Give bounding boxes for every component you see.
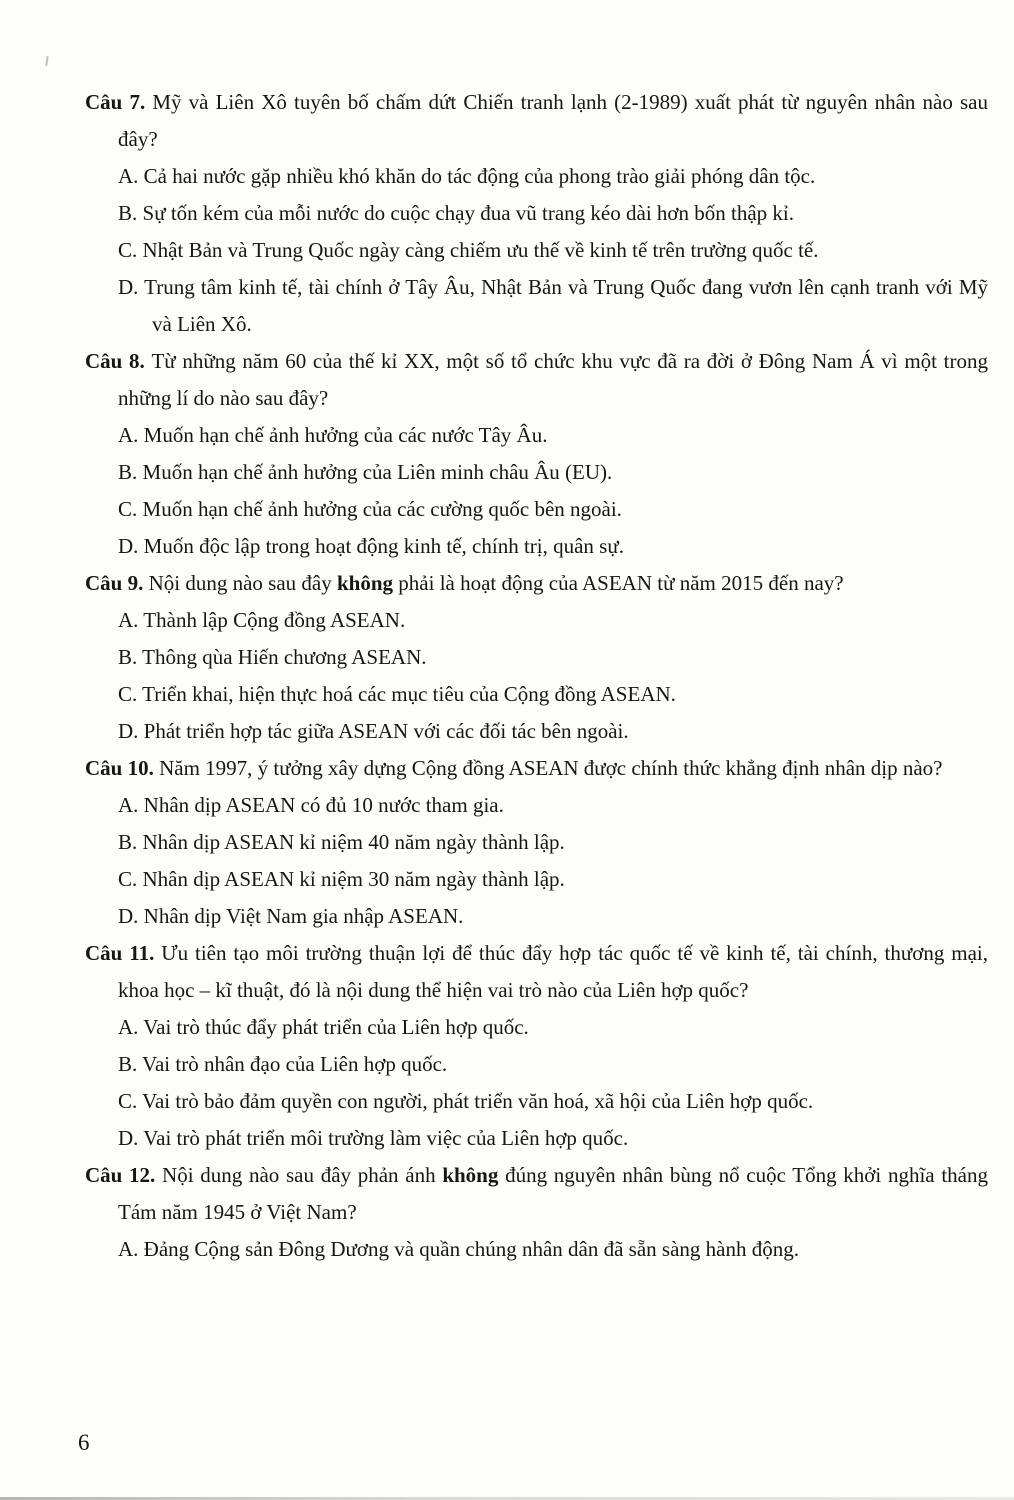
option-text: Nhân dịp ASEAN có đủ 10 nước tham gia.: [143, 793, 504, 817]
option-text: Nhân dịp ASEAN kỉ niệm 30 năm ngày thành lập.: [142, 867, 565, 891]
option-text: Đảng Cộng sản Đông Dương và quần chúng nhân dân đã sẵn sàng hành động.: [143, 1237, 799, 1261]
option-letter: A.: [118, 793, 144, 817]
question-text: [85, 1157, 988, 1231]
option-item: [118, 639, 988, 676]
question-text-segment: Nội dung nào sau đây: [148, 571, 337, 595]
option-letter: A.: [118, 1015, 144, 1039]
option-letter: C.: [118, 497, 143, 521]
question-text: [85, 343, 988, 417]
question-text-segment: đúng nguyên nhân bùng nổ cuộc Tổng khởi nghĩa tháng Tám năm 1945 ở Việt Nam?: [118, 1163, 988, 1224]
option-item: [118, 713, 988, 750]
option-letter: B.: [118, 201, 143, 225]
option-item: [118, 602, 988, 639]
option-text: Muốn độc lập trong hoạt động kinh tế, chính trị, quân sự.: [143, 534, 624, 558]
question-text-segment: Mỹ và Liên Xô tuyên bố chấm dứt Chiến tranh lạnh (2-1989) xuất phát từ nguyên nhân nào sau đây?: [118, 90, 988, 151]
option-item: [118, 417, 988, 454]
option-letter: B.: [118, 830, 143, 854]
option-letter: C.: [118, 682, 143, 706]
option-letter: C.: [118, 1089, 143, 1113]
question-block: [85, 1157, 988, 1268]
option-letter: A.: [118, 164, 144, 188]
question-block: [85, 565, 988, 750]
option-item: [118, 454, 988, 491]
option-item: [118, 158, 988, 195]
question-text-segment: Nội dung nào sau đây phản ánh: [162, 1163, 443, 1187]
question-label: Câu 9.: [85, 571, 149, 595]
question-label: Câu 12.: [85, 1163, 163, 1187]
question-label: Câu 10.: [85, 756, 160, 780]
option-item: [118, 676, 988, 713]
option-letter: D.: [118, 534, 144, 558]
scan-artifact-mark: [45, 56, 48, 66]
option-item: [118, 195, 988, 232]
option-text: Muốn hạn chế ảnh hưởng của Liên minh châu Âu (EU).: [142, 460, 613, 484]
page-number: 6: [78, 1430, 90, 1455]
option-text: Vai trò nhân đạo của Liên hợp quốc.: [142, 1052, 448, 1076]
option-letter: B.: [118, 460, 143, 484]
option-text: Sự tốn kém của mỗi nước do cuộc chạy đua vũ trang kéo dài hơn bốn thập kỉ.: [142, 201, 795, 225]
option-item: [118, 1009, 988, 1046]
option-item: [118, 491, 988, 528]
option-text: Phát triển hợp tác giữa ASEAN với các đối tác bên ngoài.: [143, 719, 629, 743]
option-text: Nhân dịp ASEAN kỉ niệm 40 năm ngày thành lập.: [142, 830, 565, 854]
option-letter: A.: [118, 1237, 144, 1261]
option-text: Triển khai, hiện thực hoá các mục tiêu của Cộng đồng ASEAN.: [142, 682, 676, 706]
question-block: [85, 935, 988, 1157]
option-text: Vai trò phát triển môi trường làm việc của Liên hợp quốc.: [143, 1126, 629, 1150]
question-label: Câu 8.: [85, 349, 152, 373]
option-item: [118, 528, 988, 565]
option-letter: C.: [118, 867, 143, 891]
question-label: Câu 11.: [85, 941, 162, 965]
question-block: [85, 750, 988, 935]
question-text-segment: Ưu tiên tạo môi trường thuận lợi để thúc đẩy hợp tác quốc tế về kinh tế, tài chính, thương mại, khoa học – kĩ thuật, đó là nội dung thể hiện vai trò nào của Liên hợp quốc?: [118, 941, 988, 1002]
question-text: [85, 84, 988, 158]
question-text-bold: không: [442, 1163, 499, 1187]
question-label: Câu 7.: [85, 90, 153, 114]
option-text: Vai trò bảo đảm quyền con người, phát triển văn hoá, xã hội của Liên hợp quốc.: [142, 1089, 814, 1113]
option-item: [118, 787, 988, 824]
option-letter: B.: [118, 645, 143, 669]
option-text: Thông qùa Hiến chương ASEAN.: [142, 645, 427, 669]
option-item: [118, 1120, 988, 1157]
question-block: [85, 343, 988, 565]
option-item: [118, 824, 988, 861]
option-letter: D.: [118, 719, 144, 743]
question-text-bold: không: [337, 571, 394, 595]
option-item: [118, 269, 988, 343]
question-text: [85, 565, 988, 602]
option-item: [118, 1231, 988, 1268]
question-text: [85, 935, 988, 1009]
option-item: [118, 1046, 988, 1083]
option-letter: B.: [118, 1052, 143, 1076]
option-item: [118, 232, 988, 269]
option-text: Nhật Bản và Trung Quốc ngày càng chiếm ưu thế về kinh tế trên trường quốc tế.: [142, 238, 819, 262]
option-letter: D.: [118, 904, 144, 928]
option-text: Vai trò thúc đẩy phát triển của Liên hợp quốc.: [143, 1015, 529, 1039]
option-item: [118, 861, 988, 898]
option-letter: A.: [118, 608, 144, 632]
question-block: [85, 84, 988, 343]
question-list: [85, 84, 988, 1268]
option-letter: D.: [118, 1126, 144, 1150]
option-text: Muốn hạn chế ảnh hưởng của các cường quốc bên ngoài.: [142, 497, 622, 521]
question-text-segment: Từ những năm 60 của thế kỉ XX, một số tổ chức khu vực đã ra đời ở Đông Nam Á vì một trong những lí do nào sau đây?: [118, 349, 988, 410]
option-item: [118, 898, 988, 935]
question-text-segment: Năm 1997, ý tưởng xây dựng Cộng đồng ASEAN được chính thức khẳng định nhân dịp nào?: [159, 756, 943, 780]
option-letter: A.: [118, 423, 144, 447]
option-text: Thành lập Cộng đồng ASEAN.: [143, 608, 406, 632]
option-letter: C.: [118, 238, 143, 262]
question-text-segment: phải là hoạt động của ASEAN từ năm 2015 đến nay?: [393, 571, 844, 595]
question-text: [85, 750, 988, 787]
option-text: Cả hai nước gặp nhiều khó khăn do tác động của phong trào giải phóng dân tộc.: [143, 164, 816, 188]
option-text: Muốn hạn chế ảnh hưởng của các nước Tây Âu.: [143, 423, 548, 447]
option-item: [118, 1083, 988, 1120]
option-text: Trung tâm kinh tế, tài chính ở Tây Âu, Nhật Bản và Trung Quốc đang vươn lên cạnh tranh với Mỹ và Liên Xô.: [144, 275, 988, 336]
option-text: Nhân dịp Việt Nam gia nhập ASEAN.: [143, 904, 464, 928]
option-letter: D.: [118, 275, 145, 299]
